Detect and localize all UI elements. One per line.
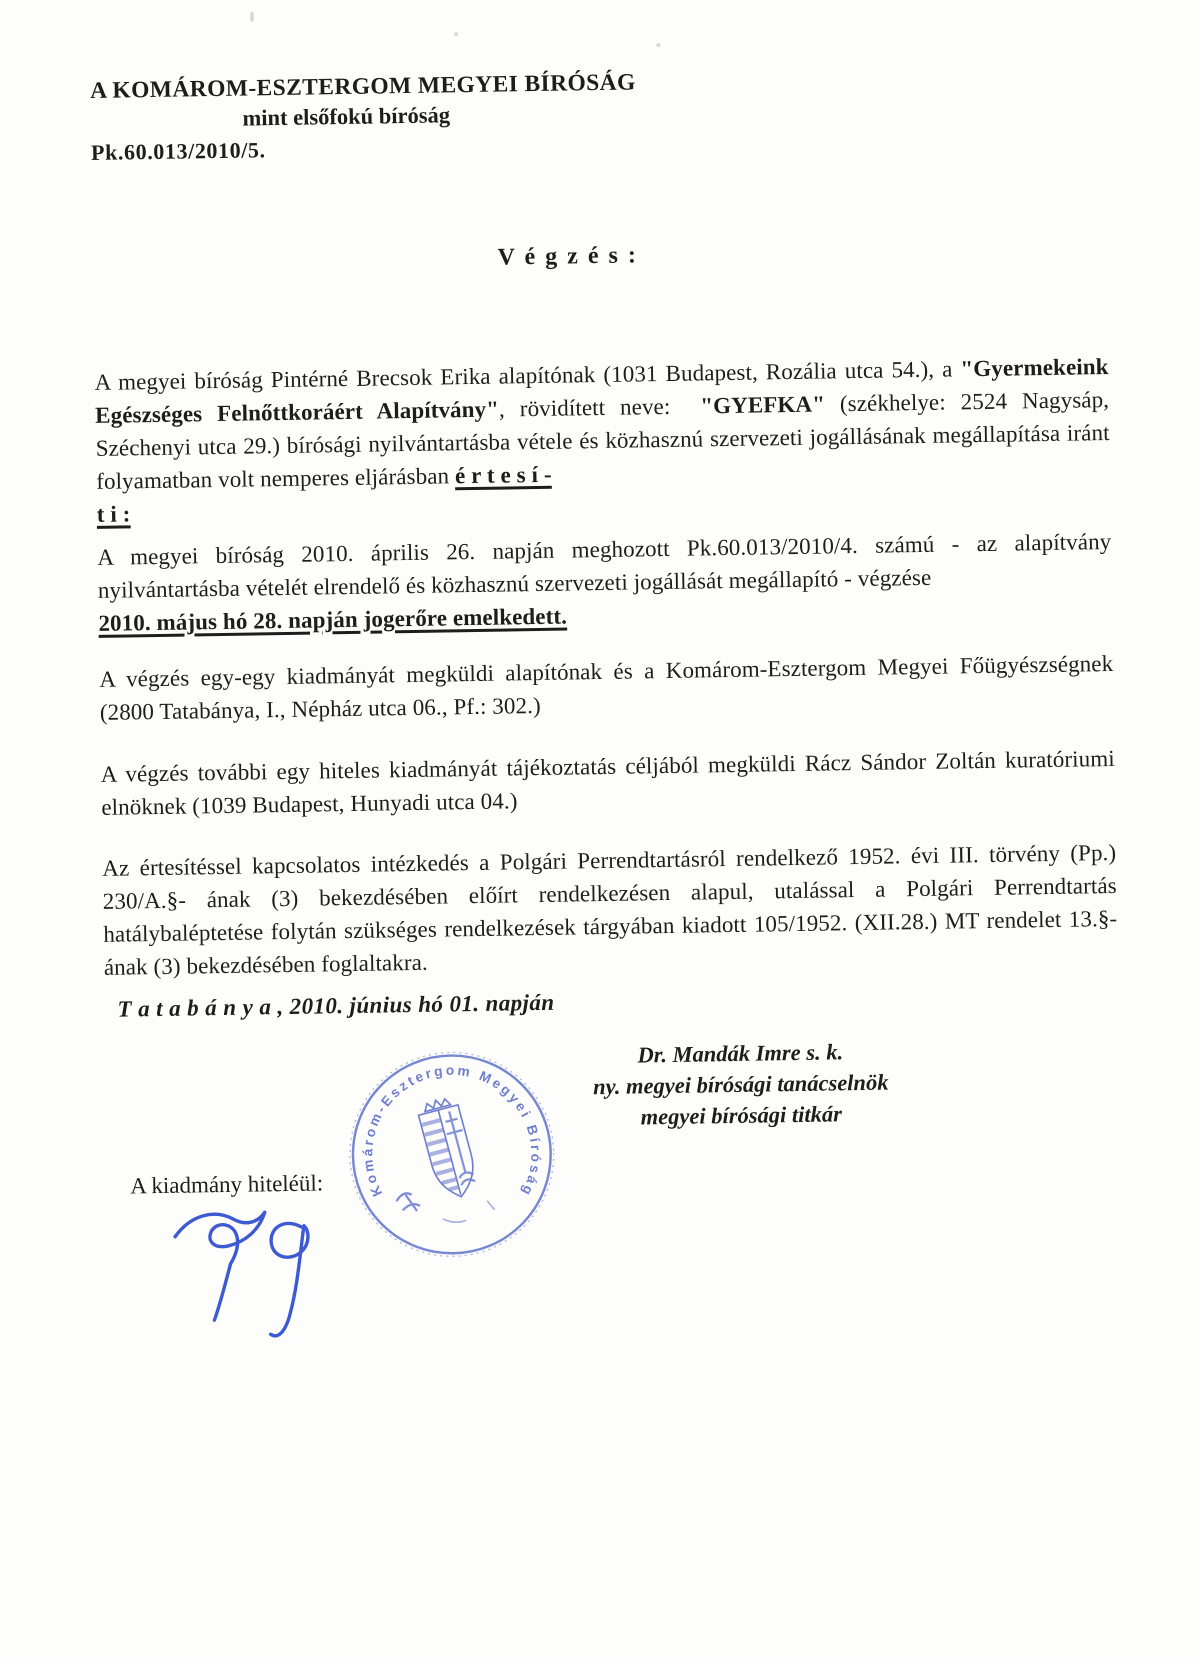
paragraph-copies-sent: A végzés egy-egy kiadmányát megküldi alapítónak és a Komárom-Esztergom Megyei Főügyészségnek (2800 Tatabánya, I., Népház utca 06., Pf.: 302.) (99, 650, 1114, 725)
attestation-label: A kiadmány hiteléül: (130, 1170, 324, 1199)
seal-outer-fuzz (348, 1051, 555, 1258)
legally-binding-date-emphasis: 2010. május hó 28. napján jogerőre emelkedett. (98, 603, 568, 636)
signature-q-tail (269, 1223, 310, 1336)
document-header (90, 69, 637, 166)
p1-text-1: A megyei bíróság Pintérné Brecsok Erika alapítónak (1031 Budapest, Rozália utca 54.), a (94, 356, 961, 395)
signer-title-1: ny. megyei bírósági tanácselnök (592, 1069, 889, 1100)
signer-name: Dr. Mandák Imre s. k. (637, 1039, 844, 1068)
seal-outer-ring (351, 1054, 552, 1255)
scan-speck (656, 43, 660, 47)
signature-loop-descender (210, 1212, 267, 1320)
foundation-name: "Gyermekeink Egészséges Felnőttkoráért Alapítvány" (94, 354, 1109, 428)
signer-title-2: megyei bírósági titkár (640, 1101, 843, 1130)
case-number: Pk.60.013/2010/5. (90, 137, 266, 165)
p1-text-3: (székhelye: 2524 Nagysáp, Széchenyi utca 29.) bírósági nyilvántartásba vétele és közhasznú szervezeti jogállásának megállapítása iránt folyamatban volt nemperes eljárásban (95, 387, 1110, 494)
notifies-emphasis-part2: t i : (96, 501, 131, 527)
document-title: V é g z é s : (497, 242, 639, 271)
shield-double-cross (441, 1109, 476, 1185)
paragraph-legal-basis: Az értesítéssel kapcsolatos intézkedés a Polgári Perrendtartásról rendelkező 1952. évi III. törvény (Pp.) 230/A.§- ának (3) bekezdésében előírt rendelkezésen alapul, utalással a Polgári Perrendtartás hatálybaléptetése folytán szükséges rendelkezések tárgyában kiadott 105/1952. (XII.28.) MT rendelet 13.§- ának (3) bekezdésében foglaltakra. (102, 839, 1118, 980)
court-name: A KOMÁROM-ESZTERGOM MEGYEI BÍRÓSÁG (89, 69, 636, 104)
place-and-date-line: T a t a b á n y a , 2010. június hó 01. napján (117, 989, 555, 1022)
court-subtitle: mint elsőfokú bíróság (242, 102, 451, 131)
paragraph-final-ruling (97, 525, 1112, 640)
court-seal-stamp (343, 1046, 560, 1263)
scan-speck (454, 32, 458, 36)
signer-block (525, 1035, 956, 1135)
handwritten-signature (160, 1196, 352, 1351)
paragraph-case-intro (94, 350, 1110, 531)
coat-of-arms-crown (423, 1097, 451, 1112)
scan-speck (250, 11, 254, 22)
foundation-short-name: "GYEFKA" (700, 391, 826, 419)
p2-text: A megyei bíróság 2010. április 26. napján meghozott Pk.60.013/2010/4. számú - az alapítvány nyilvántartásba vételét elrendelő és közhasznú szervezeti jogállását megállapító - végzése (97, 528, 1112, 603)
coat-of-arms (416, 1095, 481, 1202)
p1-text-2: , rövidített neve: (498, 393, 701, 422)
stamp-bottom-small-marks (442, 1201, 494, 1223)
paragraph-additional-copy: A végzés további egy hiteles kiadmányát tájékoztatás céljából megküldi Rácz Sándor Zoltán kuratóriumi elnöknek (1039 Budapest, Hunyadi utca 04.) (100, 745, 1115, 820)
stamp-bottom-marks (396, 1193, 420, 1211)
notifies-emphasis-part1: é r t e s í - (454, 461, 552, 489)
stamp-ring-text: Komárom-Esztergom Megyei Bíróság (360, 1062, 544, 1199)
